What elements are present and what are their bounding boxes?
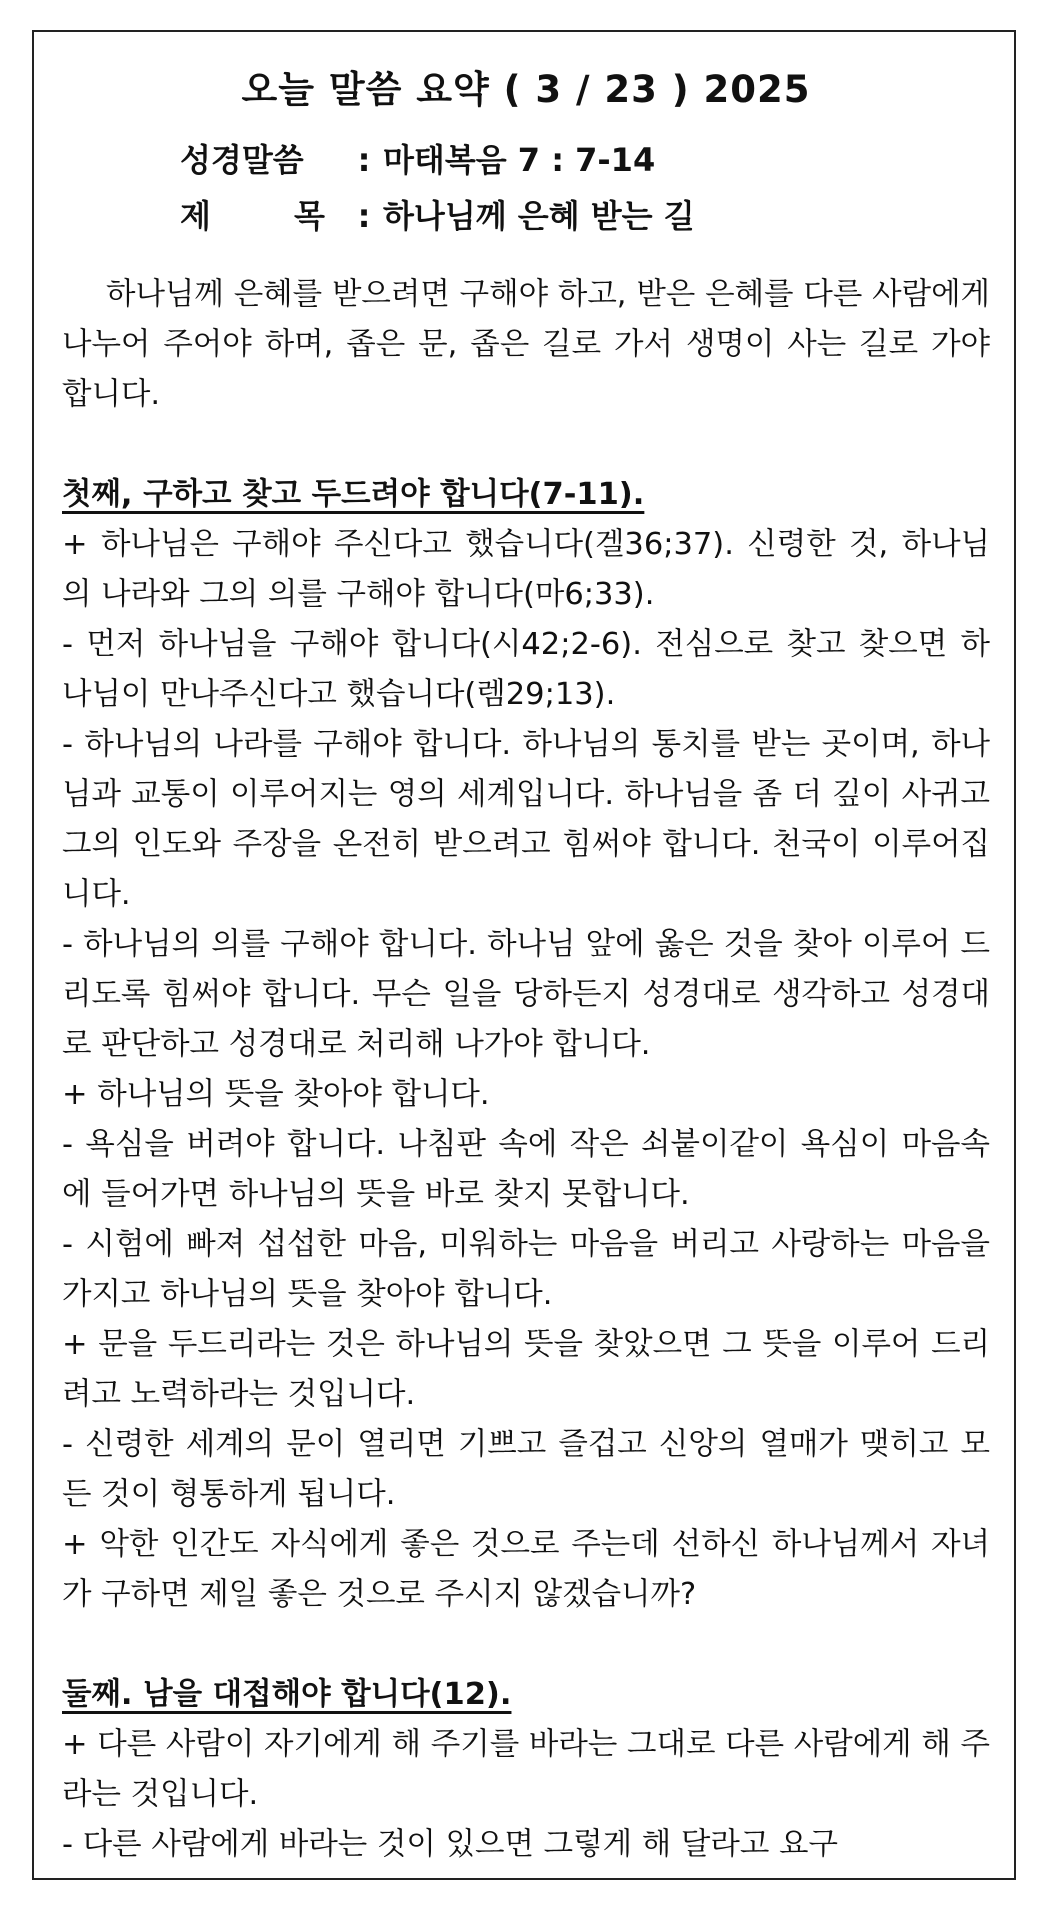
section-gap [62,1620,990,1670]
section-1-line: - 시험에 빠져 섭섭한 마음, 미워하는 마음을 버리고 사랑하는 마음을 가지고 하나님의 뜻을 찾아야 합니다. [62,1227,990,1312]
section-1-line: - 하나님의 나라를 구해야 합니다. 하나님의 통치를 받는 곳이며, 하나님과 교통이 이루어지는 영의 세계입니다. 하나님을 좀 더 깊이 사귀고 그의 인도와 주장을 온전히 받으려고 힘써야 합니다. 천국이 이루어집니다. [62,727,990,912]
section-1-line: + 하나님은 구해야 주신다고 했습니다(겔36;37). 신령한 것, 하나님의 나라와 그의 의를 구해야 합니다(마6;33). [62,527,990,612]
section-1-heading: 첫째, 구하고 찾고 두드려야 합니다(7-11). [62,477,645,512]
subject-label: 제 목 [180,197,361,235]
section-1-line: - 하나님의 의를 구해야 합니다. 하나님 앞에 옳은 것을 찾아 이루어 드리도록 힘써야 합니다. 무슨 일을 당하든지 성경대로 생각하고 성경대로 판단하고 성경대로 처리해 나가야 합니다. [62,927,990,1062]
subject-value: 하나님께 은혜 받는 길 [383,197,695,235]
section-1-line: + 문을 두드리라는 것은 하나님의 뜻을 찾았으면 그 뜻을 이루어 드리려고 노력하라는 것입니다. [62,1327,990,1412]
scripture-row [180,132,655,188]
page-frame [32,30,1016,1880]
subject-row [180,188,695,244]
section-2-heading: 둘째. 남을 대접해야 합니다(12). [62,1677,512,1712]
section-1-line: + 악한 인간도 자식에게 좋은 것으로 주는데 선하신 하나님께서 자녀가 구하면 제일 좋은 것으로 주시지 않겠습니까? [62,1527,990,1612]
section-2-line: - 다른 사람에게 바라는 것이 있으면 그렇게 해 달라고 요구 [62,1827,838,1862]
scripture-value: 마태복음 7 : 7-14 [383,141,656,179]
section-1-line: - 먼저 하나님을 구해야 합니다(시42;2-6). 전심으로 찾고 찾으면 하나님이 만나주신다고 했습니다(렘29;13). [62,627,990,712]
intro-paragraph: 하나님께 은혜를 받으려면 구해야 하고, 받은 은혜를 다른 사람에게 나누어 주어야 하며, 좁은 문, 좁은 길로 가서 생명이 사는 길로 가야 합니다. [62,277,990,412]
page-title: 오늘 말씀 요약 ( 3 / 23 ) 2025 [241,68,811,111]
section-1-line: - 신령한 세계의 문이 열리면 기쁘고 즐겁고 신앙의 열매가 맺히고 모든 것이 형통하게 됩니다. [62,1427,990,1512]
section-2-line: + 다른 사람이 자기에게 해 주기를 바라는 그대로 다른 사람에게 해 주라는 것입니다. [62,1727,990,1812]
section-1-line: - 욕심을 버려야 합니다. 나침판 속에 작은 쇠붙이같이 욕심이 마음속에 들어가면 하나님의 뜻을 바로 찾지 못합니다. [62,1127,990,1212]
summary-body [62,270,990,1870]
subject-colon: : [357,197,371,235]
section-gap [62,420,990,470]
section-1-line: + 하나님의 뜻을 찾아야 합니다. [62,1077,490,1112]
scripture-label: 성경말씀 [180,141,304,179]
scripture-colon: : [357,141,371,179]
